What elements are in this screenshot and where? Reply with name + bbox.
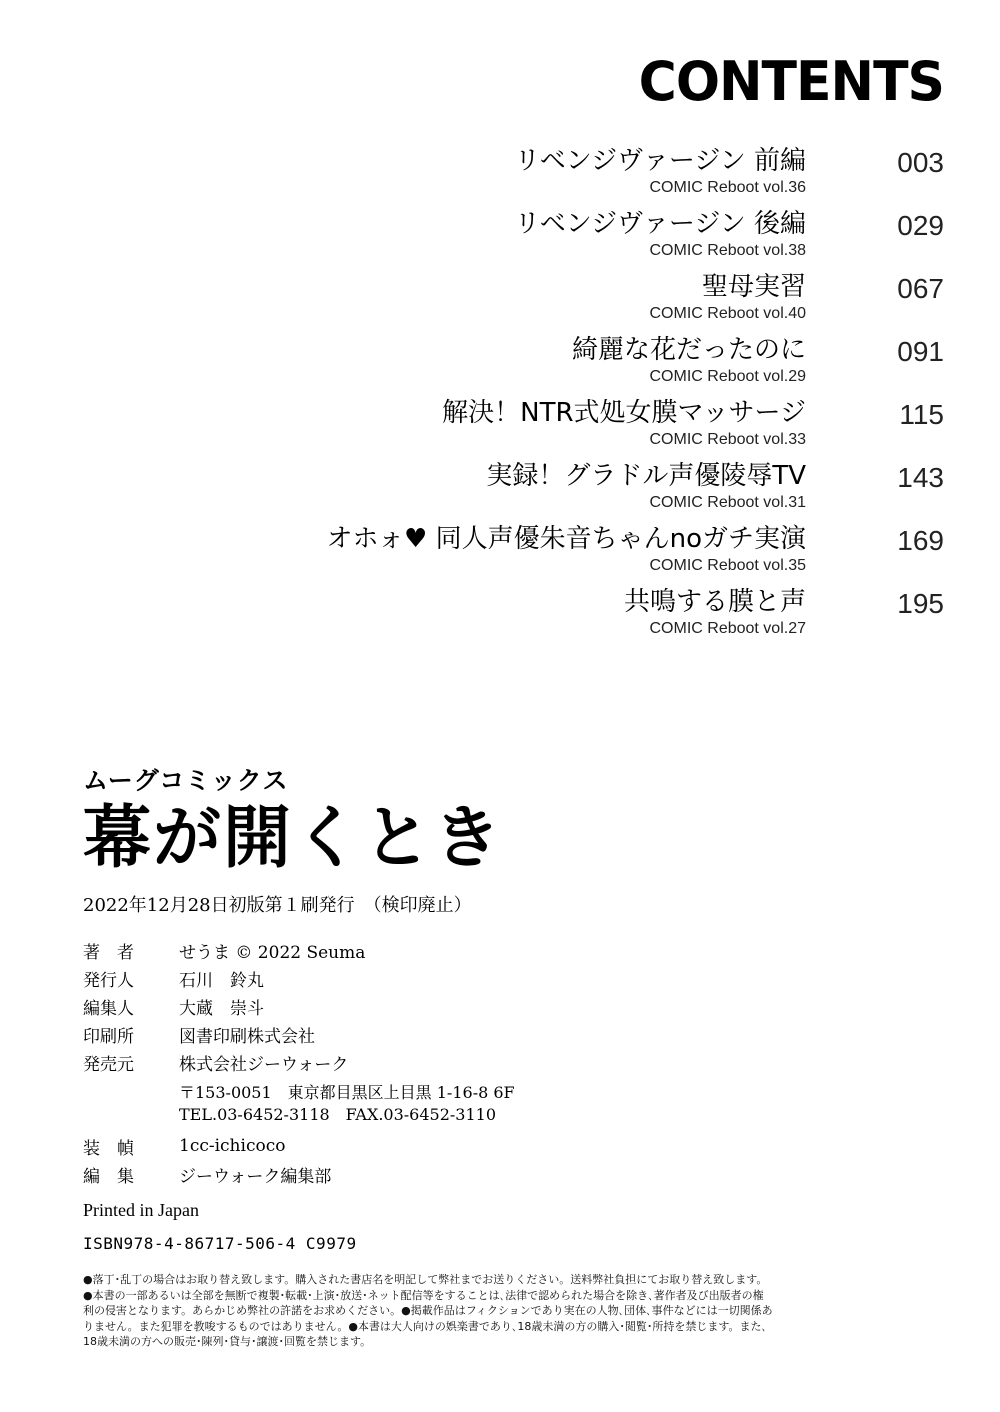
toc-source: COMIC Reboot vol.40 [649,305,806,322]
toc-source: COMIC Reboot vol.36 [649,179,806,196]
toc-page-number: 029 [897,210,944,241]
publisher-phone-fax: TEL.03-6452-3118 FAX.03-6452-3110 [179,1105,497,1124]
credit-value: 図書印刷株式会社 [179,1026,315,1047]
toc-title: リベンジヴァージン 後編 [514,209,806,239]
publisher-address: 〒153-0051 東京都目黒区上目黒 1-16-8 6F [179,1083,515,1102]
credit-role: 編 集 [83,1166,134,1187]
toc-source: COMIC Reboot vol.35 [649,557,806,574]
toc-entry [300,518,944,581]
contents-heading: CONTENTS [638,50,944,114]
credit-role: 発行人 [83,970,134,991]
credit-row [83,964,960,992]
toc-title: オホォ♥ 同人声優朱音ちゃんnoガチ実演 [326,524,806,554]
toc-entry [300,455,944,518]
legal-notice: ●落丁･乱丁の場合はお取り替え致します。購入された書店名を明記して弊社までお送りください。送料弊社負担にてお取り替え致します。●本書の一部あるいは全部を無断で複製･転載･上演･放送･ネット配信等をすることは､法律で認められた場合を除き､著作者及び出版者の権利の侵害となります。あらかじめ弊社の許諾をお求めください。●掲載作品はフィクションであり実在の人物､団体､事件などには一切関係ありません。また犯罪を教唆するものではありません。●本書は大人向けの娯楽書であり､18歳未満の方の購入･閲覧･所持を禁じます。また､18歳未満の方への販売･陳列･貸与･譲渡･回覧を禁じます。 [83,1273,773,1348]
printed-in: Printed in Japan [83,1200,199,1220]
toc-page-number: 115 [899,399,944,430]
credits-list [83,936,960,1188]
toc-entry [300,329,944,392]
toc-title: 実録！グラドル声優陵辱TV [486,461,806,491]
credit-row [83,1048,960,1076]
toc-entry [300,581,944,644]
credit-value: 石川 鈴丸 [179,970,264,991]
toc-page-number: 003 [897,147,944,178]
toc-entry [300,203,944,266]
credit-value: 株式会社ジーウォーク [179,1054,349,1075]
credit-value: せうま © 2022 Seuma [179,942,366,963]
credit-role: 著 者 [83,942,134,963]
credit-role: 編集人 [83,998,134,1019]
toc-page-number: 195 [897,588,944,619]
toc-page-number: 067 [897,273,944,304]
toc-title: 共鳴する膜と声 [623,587,806,617]
credit-row [83,1020,960,1048]
credit-role: 印刷所 [83,1026,134,1047]
credit-value: 1cc-ichicoco [179,1136,286,1156]
credit-row [83,1160,960,1188]
credit-role: 発売元 [83,1054,134,1075]
toc-title: 解決！NTR式処女膜マッサージ [442,398,806,428]
colophon [83,766,960,1256]
table-of-contents [300,140,944,644]
toc-entry [300,140,944,203]
toc-page-number: 143 [897,462,944,493]
toc-source: COMIC Reboot vol.27 [649,620,806,637]
toc-entry [300,392,944,455]
credit-row [83,1132,960,1160]
toc-entry [300,266,944,329]
toc-page-number: 091 [897,336,944,367]
publication-date: 2022年12月28日初版第１刷発行 （検印廃止） [83,895,472,916]
book-title: 幕が開くとき [83,799,504,878]
toc-source: COMIC Reboot vol.31 [649,494,806,511]
toc-source: COMIC Reboot vol.29 [649,368,806,385]
isbn: ISBN978-4-86717-506-4 C9979 [83,1234,357,1253]
credit-role: 装 幀 [83,1138,134,1159]
series-label: ムーグコミックス [83,766,289,795]
toc-title: リベンジヴァージン 前編 [514,146,806,176]
credit-row [83,936,960,964]
credit-row [83,992,960,1020]
toc-page-number: 169 [897,525,944,556]
credit-value: ジーウォーク編集部 [179,1166,332,1187]
toc-title: 聖母実習 [701,272,806,302]
credit-value: 大蔵 崇斗 [179,998,264,1019]
toc-source: COMIC Reboot vol.38 [649,242,806,259]
toc-source: COMIC Reboot vol.33 [649,431,806,448]
toc-title: 綺麗な花だったのに [571,335,806,365]
publisher-address-block [179,1082,960,1126]
